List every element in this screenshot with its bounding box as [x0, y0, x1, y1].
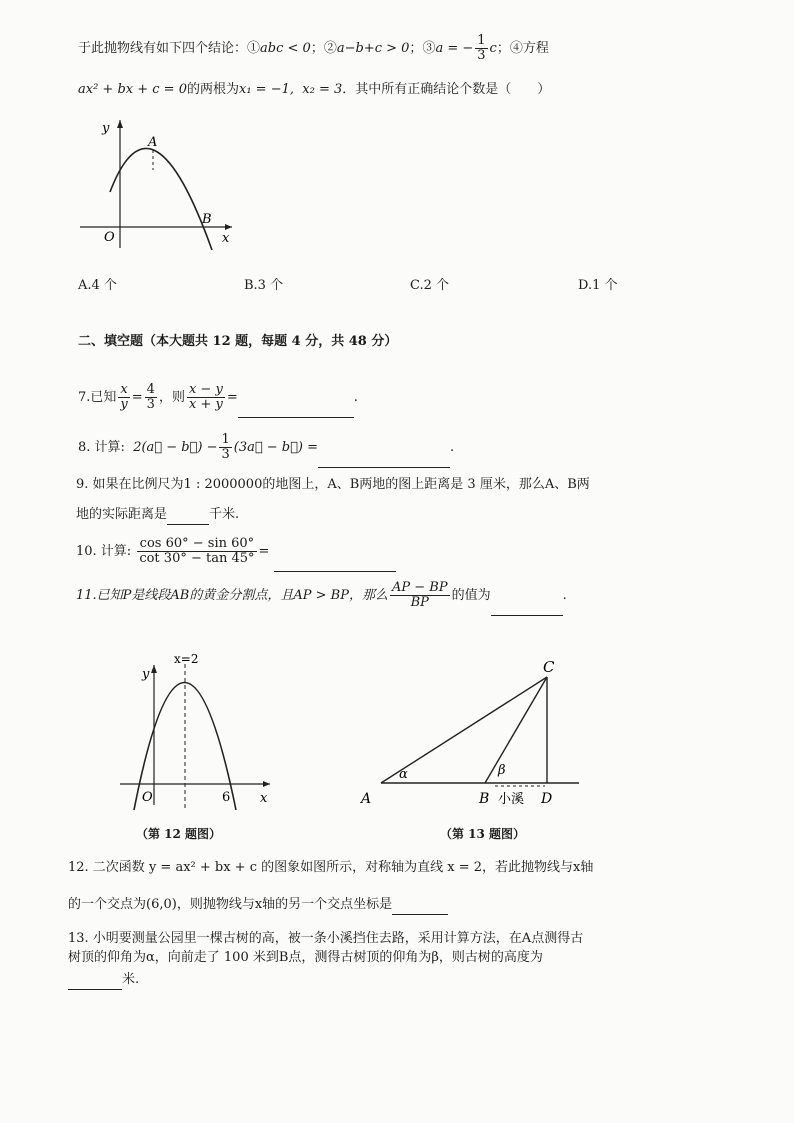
- q6-sep: ；: [496, 41, 510, 56]
- q12-pre: 的一个交点为(6,0)，则抛物线与x轴的另一个交点坐标是: [68, 897, 393, 912]
- q9-pre: 地的实际距离是: [76, 507, 168, 522]
- point-b-label: B: [479, 791, 490, 807]
- line-bc: [485, 677, 547, 783]
- q7-frac-43: [145, 383, 157, 412]
- y-axis-arrow: [151, 665, 157, 673]
- frac-num: x: [118, 383, 129, 398]
- frac-den: y: [120, 397, 128, 412]
- q6-sep: ；: [409, 41, 423, 56]
- q11-fraction: [390, 581, 450, 610]
- frac-den: 3: [221, 447, 230, 462]
- frac-den: x + y: [188, 397, 223, 412]
- q6-equation: ax² + bx + c = 0: [78, 82, 187, 97]
- origin-label: O: [142, 790, 153, 805]
- q6-c3-rhs: c: [489, 41, 497, 56]
- q6-c3-fraction: [475, 34, 487, 63]
- frac-num: AP − BP: [391, 580, 448, 595]
- frac-den: 3: [146, 397, 155, 412]
- q10-eq: =: [258, 544, 270, 559]
- q7-label: 7.已知: [78, 390, 117, 405]
- q11-answer-blank[interactable]: [491, 601, 563, 616]
- frac-num: 1: [221, 432, 230, 447]
- y-axis-arrow: [117, 120, 123, 128]
- q6-conclusions-line: [78, 34, 549, 63]
- q9-line2: [76, 505, 239, 525]
- q7-mid: ，则: [158, 390, 185, 405]
- q13-line2: 树顶的仰角为α，向前走了 100 米到B点，测得古树顶的仰角为β，则古树的高度为: [68, 950, 543, 965]
- q6-sep: ；: [310, 41, 324, 56]
- q13-answer-blank[interactable]: [68, 975, 122, 990]
- q7-tail: =: [226, 390, 238, 405]
- figure-13-caption: （第 13 题图）: [440, 827, 526, 841]
- x-axis-label: x: [260, 791, 268, 806]
- question-10: [76, 532, 396, 572]
- q6-c2-mark: ②: [323, 41, 337, 56]
- option-a[interactable]: A.4 个: [78, 278, 117, 293]
- option-c[interactable]: C.2 个: [410, 278, 450, 293]
- frac-num: 4: [146, 382, 155, 397]
- x-axis-arrow: [263, 781, 270, 787]
- y-axis-label: y: [142, 667, 150, 682]
- question-7: [78, 378, 358, 418]
- q12-answer-blank[interactable]: [392, 900, 448, 915]
- q9-answer-blank[interactable]: [167, 510, 209, 525]
- q6-roots-line: [78, 80, 550, 100]
- option-d[interactable]: D.1 个: [578, 278, 618, 293]
- q6-c4-mark: ④方程: [509, 41, 549, 56]
- point-d-label: D: [541, 791, 553, 807]
- symmetry-axis-label: x=2: [174, 652, 199, 666]
- q9-post: 千米.: [209, 507, 240, 522]
- figure-13: [355, 650, 595, 815]
- q13-line1: 13. 小明要测量公园里一棵古树的高，被一条小溪挡住去路，采用计算方法，在A点测得古: [68, 931, 584, 946]
- option-b[interactable]: B.3 个: [244, 278, 284, 293]
- q12-line1: 12. 二次函数 y = ax² + bx + c 的图象如图所示，对称轴为直线 x = 2，若此抛物线与x轴: [68, 860, 594, 875]
- q6-c1-expr: abc < 0: [260, 41, 311, 56]
- angle-alpha-label: α: [399, 767, 408, 782]
- figure-12-caption: （第 12 题图）: [136, 827, 222, 841]
- q6-root1: x₁ = −1,: [239, 82, 294, 97]
- q12-line2: [68, 895, 448, 915]
- q7-frac-xy: [118, 383, 129, 412]
- q7-eq: =: [131, 390, 143, 405]
- figure-12: [110, 650, 280, 820]
- q6-tail: ．其中所有正确结论个数是（ ）: [342, 82, 551, 97]
- tick-6-label: 6: [222, 790, 231, 805]
- question-8: [78, 428, 454, 468]
- question-11: [76, 576, 567, 616]
- q6-c3-mark: ③: [422, 41, 436, 56]
- q7-frac-main: [187, 383, 225, 412]
- frac-den: 3: [477, 48, 486, 63]
- q10-answer-blank[interactable]: [274, 557, 396, 572]
- q10-label: 10. 计算:: [76, 544, 132, 559]
- frac-num: 1: [477, 33, 486, 48]
- q8-expr1: 2(a⃗ − b⃗) −: [133, 440, 218, 455]
- point-a-label: A: [361, 791, 372, 807]
- q6-c1-mark: ①: [247, 41, 261, 56]
- x-axis-arrow: [225, 224, 232, 230]
- x-axis-label: x: [222, 231, 230, 246]
- q6-c2-expr: a−b+c > 0: [336, 41, 410, 56]
- q11-post: 的值为: [451, 588, 491, 603]
- q8-fraction: [219, 433, 231, 462]
- frac-num: cos 60° − sin 60°: [137, 537, 256, 552]
- q7-answer-blank[interactable]: [238, 403, 354, 418]
- q6-prefix: 于此抛物线有如下四个结论：: [78, 41, 248, 56]
- q6-root2: x₂ = 3: [302, 82, 343, 97]
- frac-den: BP: [410, 595, 429, 610]
- q13-post: 米.: [122, 972, 140, 987]
- frac-num: x − y: [188, 382, 223, 397]
- q10-fraction: [137, 537, 256, 566]
- angle-beta-label: β: [498, 763, 506, 778]
- point-a-label: A: [148, 135, 158, 150]
- q13-line3: [68, 970, 139, 990]
- q8-expr2: (3a⃗ − b⃗) =: [233, 440, 319, 455]
- q11-end: .: [562, 588, 567, 603]
- frac-den: cot 30° − tan 45°: [139, 551, 255, 566]
- q8-answer-blank[interactable]: [318, 453, 450, 468]
- q7-end: .: [353, 390, 358, 405]
- q8-label: 8. 计算:: [78, 440, 125, 455]
- q6-text: 的两根为: [186, 82, 239, 97]
- q8-end: .: [450, 440, 455, 455]
- parabola-curve: [110, 148, 212, 250]
- origin-label: O: [104, 230, 115, 245]
- point-c-label: C: [543, 658, 555, 676]
- q6-c3-lhs: a = −: [435, 41, 474, 56]
- q9-line1: 9. 如果在比例尺为1 : 2000000的地图上，A、B两地的图上距离是 3 厘米，那么A、B两: [76, 477, 590, 492]
- stream-label: 小溪: [498, 792, 525, 807]
- section-2-title: 二、填空题（本大题共 12 题，每题 4 分，共 48 分）: [78, 334, 398, 349]
- y-axis-label: y: [102, 121, 110, 136]
- q6-parabola-graph: [72, 112, 242, 252]
- point-b-label: B: [202, 212, 212, 227]
- q11-pre: 11.已知P是线段AB的黄金分割点，且AP > BP，那么: [76, 588, 388, 603]
